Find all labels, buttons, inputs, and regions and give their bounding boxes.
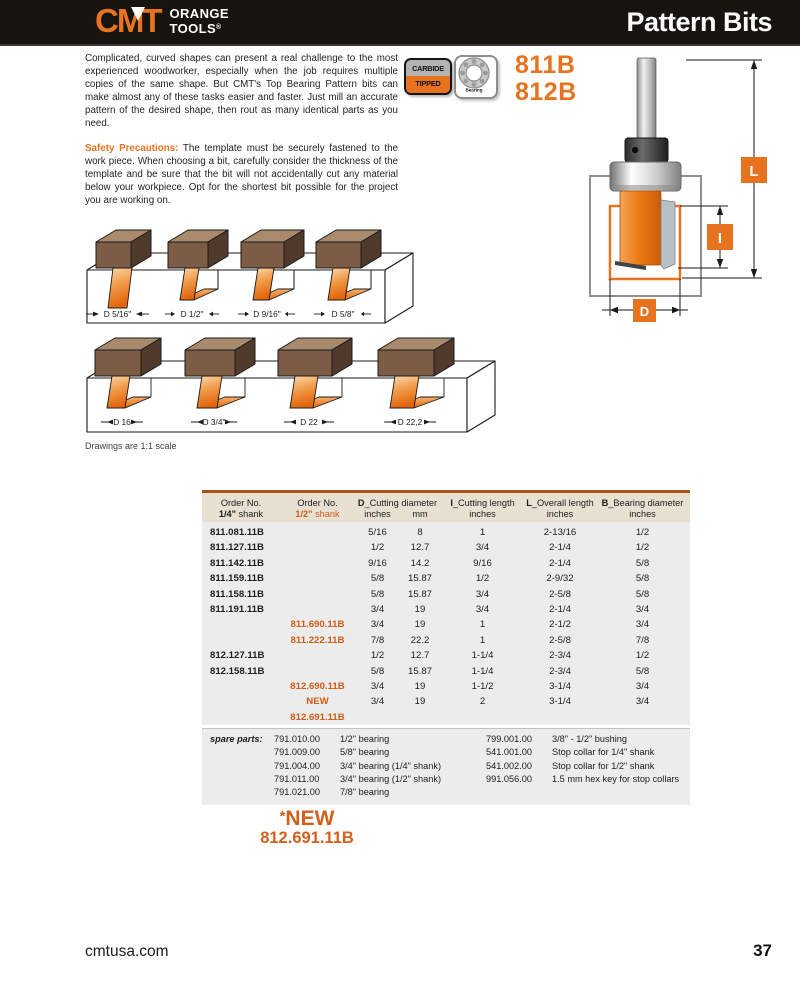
cutting-diameter-mm: 19 xyxy=(414,696,426,708)
table-row xyxy=(202,617,690,632)
spare-part-code: 791.004.00 xyxy=(274,760,320,771)
order-no-quarter-shank: 811.159.11B xyxy=(210,573,264,585)
intro-text xyxy=(85,53,398,221)
cutting-length-inches: 3/4 xyxy=(475,604,490,616)
overall-length-inches: 3-1/4 xyxy=(549,681,571,693)
new-word: *NEW xyxy=(279,807,335,830)
bearing-icon xyxy=(456,57,492,93)
set-screw xyxy=(631,146,639,154)
profile-label-2: D 1/2" xyxy=(180,309,204,319)
cutting-length-inches: 9/16 xyxy=(473,557,492,569)
cutting-diameter-mm: 19 xyxy=(414,619,426,631)
profile-label-8: D 22,2 xyxy=(397,417,423,427)
order-no-half-shank xyxy=(280,525,355,540)
order-no-half-shank xyxy=(280,556,355,571)
subheader-mm-d: mm xyxy=(412,509,428,519)
table-row xyxy=(202,556,690,571)
spare-part-code: 541.002.00 xyxy=(486,760,532,771)
overall-length-inches: 2-1/2 xyxy=(549,619,571,631)
cutting-diameter-inches: 1/2 xyxy=(370,542,385,554)
bearing-diameter-inches: 3/4 xyxy=(635,696,650,708)
registered-mark: ® xyxy=(216,24,222,31)
table-row xyxy=(202,648,690,663)
table-row xyxy=(202,525,690,540)
subheader-inches-i: inches xyxy=(469,509,496,519)
overall-length-inches: 2-3/4 xyxy=(549,650,571,662)
profile-diagram-row1 xyxy=(85,222,443,330)
spare-part-code: 541.001.00 xyxy=(486,747,532,758)
page-number: 37 xyxy=(753,941,772,960)
bearing-diameter-inches: 1/2 xyxy=(635,542,650,554)
cutting-diameter-mm: 19 xyxy=(414,604,426,616)
spare-part-desc: 5/8" bearing xyxy=(340,747,390,758)
order-no-half-shank xyxy=(280,571,355,586)
spare-part-code: 791.010.00 xyxy=(274,734,320,745)
brand-orange-tools xyxy=(169,3,228,36)
overall-length-inches: 2-13/16 xyxy=(543,527,577,538)
spare-part-item xyxy=(486,760,690,773)
cutting-diameter-mm: 15.87 xyxy=(407,588,432,600)
new-item-code: 812.691.11B xyxy=(260,829,354,847)
cutting-diameter-mm: 8 xyxy=(417,527,423,538)
profile-label-4: D 5/8" xyxy=(331,309,355,319)
overall-length-inches: 2-3/4 xyxy=(549,665,571,677)
spec-table xyxy=(202,490,690,805)
cutting-length-inches: 1-1/4 xyxy=(471,650,494,662)
carbide-label: CARBIDE xyxy=(406,60,450,76)
table-row xyxy=(202,664,690,679)
bearing-diameter-inches: 5/8 xyxy=(635,573,650,585)
safety-paragraph xyxy=(85,143,398,208)
cutting-diameter-mm: 22.2 xyxy=(410,634,430,646)
cutting-diameter-inches: 3/4 xyxy=(370,681,385,693)
profile-label-5: D 16 xyxy=(113,417,131,427)
cutting-diameter-mm: 12.7 xyxy=(410,650,430,662)
cutting-diameter-mm: 15.87 xyxy=(407,573,432,585)
col-header-order-quarter: Order No. xyxy=(220,498,262,508)
carbide-tipped-badge xyxy=(404,58,452,95)
overall-length-inches: 2-1/4 xyxy=(549,542,571,554)
bearing-diameter-inches: 3/4 xyxy=(635,619,650,631)
brand-line1: ORANGE xyxy=(169,6,229,21)
overall-length-inches: 2-1/4 xyxy=(549,604,571,616)
router-bit-illustration xyxy=(610,58,681,270)
cutting-diameter-inches: 1/2 xyxy=(370,650,385,662)
table-row xyxy=(202,571,690,586)
spare-part-desc: Stop collar for 1/2" shank xyxy=(552,760,655,771)
bearing-diameter-inches: 3/4 xyxy=(635,604,650,616)
profile-label-3: D 9/16" xyxy=(253,309,281,319)
dim-label-cutting-length: I xyxy=(717,230,723,247)
spare-part-code: 791.021.00 xyxy=(274,787,320,798)
cutting-diameter-inches: 3/4 xyxy=(370,619,385,631)
bit-shank xyxy=(637,58,656,140)
table-row xyxy=(202,694,690,725)
asterisk-icon: * xyxy=(279,808,286,825)
spare-part-item xyxy=(274,773,486,786)
overall-length-inches: 2-5/8 xyxy=(549,634,571,646)
cutting-length-inches: 1 xyxy=(479,634,486,646)
col-header-overall-length: L_Overall length xyxy=(526,498,594,508)
spare-part-desc: 1/2" bearing xyxy=(340,734,390,745)
cutting-diameter-inches: 5/8 xyxy=(370,573,385,585)
spare-part-item xyxy=(274,786,486,799)
top-bar xyxy=(0,0,800,46)
cutting-diameter-inches: 5/8 xyxy=(370,665,385,677)
drawings-scale-note: Drawings are 1:1 scale xyxy=(85,441,177,451)
overall-length-inches: 2-5/8 xyxy=(549,588,571,600)
order-no-quarter-shank: 811.142.11B xyxy=(210,557,264,569)
cutting-length-inches: 3/4 xyxy=(475,588,490,600)
col-header-bearing-diameter: B_Bearing diameter xyxy=(601,498,684,508)
spare-part-item xyxy=(486,746,690,759)
safety-text: The template must be securely fastened to the work piece. When choosing a bit, carefully consider the thickness of the template and be sure that the bit will not accidentally cut any material below your workpiece. Opt for the shortest bit possible for the project you are working on. xyxy=(85,143,398,207)
spare-parts-label: spare parts: xyxy=(210,734,263,745)
order-no-half-shank xyxy=(280,587,355,602)
bearing-diameter-inches: 7/8 xyxy=(635,634,650,646)
profile-label-7: D 22 xyxy=(300,417,318,427)
overall-length-inches: 3-1/4 xyxy=(549,696,571,708)
bearing-diameter-inches: 3/4 xyxy=(635,681,650,693)
bearing-diameter-inches: 1/2 xyxy=(635,650,650,662)
bearing-badge xyxy=(454,55,498,99)
dim-label-overall-length: L xyxy=(749,163,759,180)
cutting-diameter-mm: 14.2 xyxy=(410,557,430,569)
spare-part-desc: 1.5 mm hex key for stop collars xyxy=(552,773,680,784)
spare-part-desc: 7/8" bearing xyxy=(340,787,390,798)
cutting-diameter-mm: 12.7 xyxy=(410,542,430,554)
spare-parts-left xyxy=(274,733,486,799)
profile-label-6: D 3/4" xyxy=(202,417,226,427)
spare-part-code: 791.011.00 xyxy=(274,773,320,784)
intro-paragraph: Complicated, curved shapes can present a real challenge to the most experienced woodworker, especially when the job requires multiple copies of the same shape. But CMT's Top Bearing Pattern bits can make almost any of these tasks easier and faster. Just mill an accurate pattern of the desired shape, then rout as many identical parts as you need. xyxy=(85,53,398,129)
website-text: cmtusa.com xyxy=(85,943,169,960)
spare-part-code: 799.001.00 xyxy=(486,734,532,745)
cutting-diameter-inches: 7/8 xyxy=(370,634,385,646)
bearing-shadow xyxy=(612,185,679,190)
col-header-order-half: Order No. xyxy=(297,498,338,508)
subheader-half-shank: 1/2" shank xyxy=(295,509,340,519)
order-no-quarter-shank xyxy=(202,617,280,632)
overall-length-inches: 2-1/4 xyxy=(549,557,571,569)
spare-part-desc: 3/4" bearing (1/2" shank) xyxy=(340,773,442,784)
table-row xyxy=(202,540,690,555)
col-header-cutting-length: I_Cutting length xyxy=(450,498,515,508)
cmt-logo xyxy=(95,3,229,39)
bearing-diameter-inches: 5/8 xyxy=(635,557,650,569)
order-no-quarter-shank: 812.127.11B xyxy=(210,650,265,662)
table-body xyxy=(202,522,690,725)
order-no-half-shank xyxy=(280,602,355,617)
col-header-cutting-diameter: D_Cutting diameter xyxy=(357,498,438,508)
model-811b: 811B xyxy=(515,51,576,79)
subheader-inches-b: inches xyxy=(629,509,656,519)
spare-part-item xyxy=(486,773,690,786)
spare-parts-section xyxy=(202,728,690,805)
page-title: Pattern Bits xyxy=(626,7,772,37)
table-row xyxy=(202,679,690,694)
order-no-quarter-shank: 811.191.11B xyxy=(210,604,264,616)
cmt-logo-text: CMT xyxy=(95,2,161,39)
spare-part-desc: Stop collar for 1/4" shank xyxy=(552,747,655,758)
subheader-inches-d: inches xyxy=(364,509,391,519)
bearing-diameter-inches: 5/8 xyxy=(635,665,650,677)
cutting-length-inches: 2 xyxy=(479,696,486,708)
spare-part-desc: 3/8" - 1/2" bushing xyxy=(552,734,627,745)
order-no-half-shank: 811.690.11B xyxy=(290,619,345,631)
cutting-diameter-inches: 5/16 xyxy=(368,527,387,538)
table-row xyxy=(202,633,690,648)
order-no-quarter-shank: 811.127.11B xyxy=(210,542,264,554)
cutting-length-inches: 1 xyxy=(479,527,486,538)
table-row xyxy=(202,587,690,602)
brand-line2: TOOLS xyxy=(169,21,217,36)
order-no-quarter-shank: 812.158.11B xyxy=(210,665,265,677)
order-no-quarter-shank: 811.081.11B xyxy=(210,527,264,538)
order-no-quarter-shank xyxy=(202,694,280,725)
model-812b: 812B xyxy=(515,78,577,106)
order-no-half-shank xyxy=(280,664,355,679)
cutting-diameter-inches: 9/16 xyxy=(368,557,387,569)
profile-diagram-row2 xyxy=(85,332,523,442)
router-bit-triangle-icon xyxy=(131,7,145,21)
cutting-diameter-inches: 3/4 xyxy=(370,696,385,708)
bearing-icon-label: Bearing xyxy=(465,87,483,93)
spare-part-desc: 3/4" bearing (1/4" shank) xyxy=(340,760,442,771)
new-callout xyxy=(237,806,377,847)
profile-label-1: D 5/16" xyxy=(103,309,132,319)
cutting-diameter-inches: 3/4 xyxy=(370,604,385,616)
table-row xyxy=(202,602,690,617)
cutting-diameter-mm: 15.87 xyxy=(407,665,432,677)
cutter-blade xyxy=(661,200,675,269)
spare-part-code: 791.009.00 xyxy=(274,747,320,758)
order-no-quarter-shank xyxy=(202,633,280,648)
cutting-length-inches: 1 xyxy=(479,619,486,631)
cutting-diameter-mm: 19 xyxy=(414,681,426,693)
order-no-half-shank: 812.690.11B xyxy=(290,681,345,693)
subheader-inches-l: inches xyxy=(546,509,574,519)
spare-part-code: 991.056.00 xyxy=(486,773,532,784)
cutting-length-inches: 3/4 xyxy=(475,542,490,554)
spare-part-item xyxy=(274,760,486,773)
cutting-length-inches: 1/2 xyxy=(475,573,490,585)
order-no-half-shank xyxy=(280,540,355,555)
spare-part-item xyxy=(274,733,486,746)
overall-length-inches: 2-9/32 xyxy=(546,573,574,585)
dim-label-diameter: D xyxy=(639,304,650,319)
bearing-diameter-inches: 1/2 xyxy=(635,527,650,538)
router-bit-diagram xyxy=(566,50,794,342)
spare-parts-right xyxy=(486,733,690,799)
safety-label: Safety Precautions: xyxy=(85,143,179,155)
order-no-half-shank: 811.222.11B xyxy=(290,634,345,646)
bearing-diameter-inches: 5/8 xyxy=(635,588,650,600)
cutting-diameter-inches: 5/8 xyxy=(370,588,385,600)
tipped-label: TIPPED xyxy=(406,76,450,93)
spare-part-item xyxy=(274,746,486,759)
cutting-length-inches: 1-1/4 xyxy=(471,665,494,677)
table-header xyxy=(202,493,690,522)
order-no-half-shank: NEW 812.691.11B xyxy=(290,696,345,723)
subheader-quarter-shank: 1/4" shank xyxy=(218,509,264,519)
cutter-body xyxy=(620,191,661,265)
spare-part-item xyxy=(486,733,690,746)
order-no-half-shank xyxy=(280,648,355,663)
order-no-quarter-shank xyxy=(202,679,280,694)
cutting-length-inches: 1-1/2 xyxy=(471,681,494,693)
order-no-quarter-shank: 811.158.11B xyxy=(210,588,264,600)
